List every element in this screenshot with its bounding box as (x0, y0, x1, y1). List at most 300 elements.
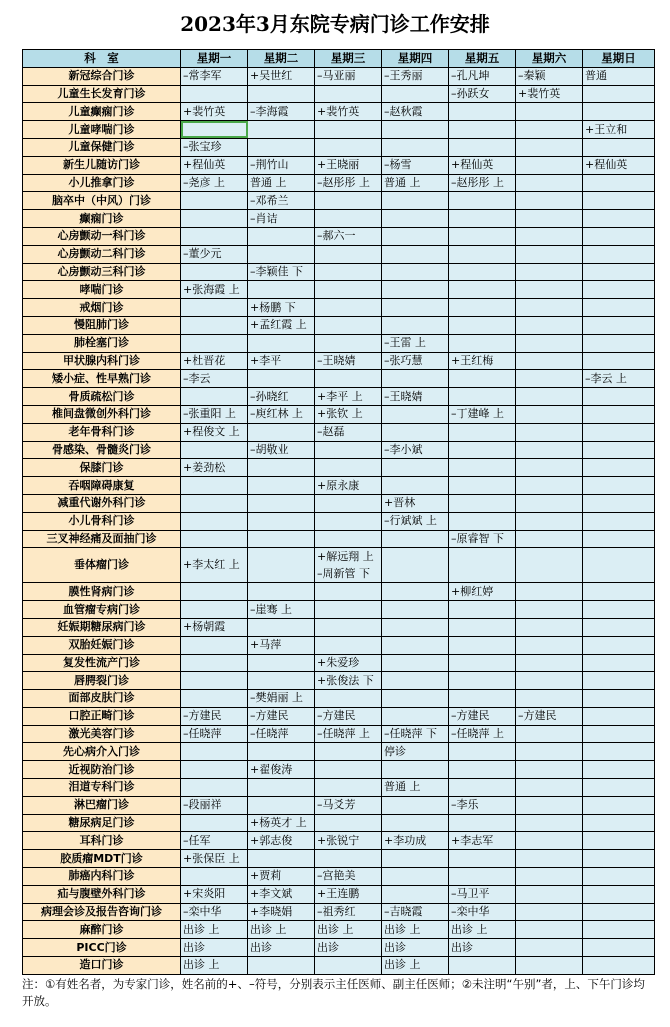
schedule-cell: +张保臣 上 (181, 850, 248, 868)
schedule-cell (248, 138, 315, 156)
schedule-cell (248, 227, 315, 245)
schedule-cell: –孙晓红 (248, 388, 315, 406)
schedule-cell: –段丽祥 (181, 796, 248, 814)
table-row (23, 779, 655, 797)
schedule-cell (315, 334, 382, 352)
header-day: 星期三 (315, 50, 382, 68)
schedule-cell (382, 530, 449, 548)
schedule-cell: –崖骞 上 (248, 601, 315, 619)
schedule-cell: 出诊 (315, 939, 382, 957)
schedule-cell: –任晓萍 上 (315, 725, 382, 743)
schedule-cell (583, 245, 655, 263)
schedule-cell (449, 441, 516, 459)
dept-cell: 减重代谢外科门诊 (23, 494, 181, 512)
dept-cell: 口腔正畸门诊 (23, 707, 181, 725)
schedule-cell (315, 814, 382, 832)
schedule-cell: –赵秋霞 (382, 103, 449, 121)
schedule-cell: +李晓娟 (248, 903, 315, 921)
schedule-cell: –李云 上 (583, 370, 655, 388)
schedule-cell (382, 868, 449, 886)
schedule-cell (181, 210, 248, 228)
header-day: 星期四 (382, 50, 449, 68)
schedule-cell (382, 707, 449, 725)
schedule-cell (449, 477, 516, 495)
table-row (23, 227, 655, 245)
schedule-cell (181, 299, 248, 317)
schedule-cell: –秦颖 (516, 67, 583, 85)
schedule-cell: –尧彦 上 (181, 174, 248, 192)
header-day: 星期六 (516, 50, 583, 68)
schedule-cell: –宫艳美 (315, 868, 382, 886)
table-row (23, 957, 655, 975)
schedule-cell (181, 672, 248, 690)
header-day: 星期二 (248, 50, 315, 68)
dept-cell: 膜性肾病门诊 (23, 583, 181, 601)
schedule-cell (583, 263, 655, 281)
schedule-cell (449, 957, 516, 975)
table-header-row (23, 50, 655, 68)
schedule-cell (449, 601, 516, 619)
schedule-cell: –行斌斌 上 (382, 512, 449, 530)
schedule-cell: –祖秀红 (315, 903, 382, 921)
schedule-cell (248, 423, 315, 441)
schedule-cell (382, 263, 449, 281)
schedule-cell (382, 459, 449, 477)
dept-cell: 垂体瘤门诊 (23, 548, 181, 583)
schedule-cell (516, 459, 583, 477)
schedule-cell: +李太红 上 (181, 548, 248, 583)
schedule-cell (315, 370, 382, 388)
schedule-cell (248, 512, 315, 530)
table-row (23, 441, 655, 459)
table-row (23, 868, 655, 886)
schedule-cell (181, 583, 248, 601)
dept-cell: 矮小症、性早熟门诊 (23, 370, 181, 388)
schedule-cell (583, 316, 655, 334)
schedule-cell (248, 85, 315, 103)
schedule-cell (315, 441, 382, 459)
schedule-cell (583, 530, 655, 548)
schedule-cell (181, 334, 248, 352)
schedule-cell (583, 405, 655, 423)
schedule-cell (449, 743, 516, 761)
schedule-cell (315, 761, 382, 779)
table-row (23, 299, 655, 317)
schedule-cell (315, 850, 382, 868)
schedule-cell (583, 459, 655, 477)
header-day: 星期五 (449, 50, 516, 68)
schedule-cell (315, 299, 382, 317)
schedule-cell: –荆竹山 (248, 156, 315, 174)
schedule-cell (516, 654, 583, 672)
schedule-cell (449, 636, 516, 654)
schedule-cell (516, 477, 583, 495)
schedule-cell: 普通 (583, 67, 655, 85)
schedule-cell: –方建民 (181, 707, 248, 725)
schedule-cell: –任晓萍 (181, 725, 248, 743)
schedule-cell (516, 103, 583, 121)
schedule-cell (583, 672, 655, 690)
schedule-cell (516, 850, 583, 868)
schedule-cell: –任晓萍 下 (382, 725, 449, 743)
schedule-cell (449, 654, 516, 672)
schedule-cell: –李颖佳 下 (248, 263, 315, 281)
schedule-cell (449, 103, 516, 121)
schedule-cell (248, 654, 315, 672)
schedule-cell (449, 618, 516, 636)
schedule-cell (516, 761, 583, 779)
schedule-cell (181, 263, 248, 281)
schedule-cell (181, 636, 248, 654)
dept-cell: 糖尿病足门诊 (23, 814, 181, 832)
schedule-cell (449, 227, 516, 245)
schedule-cell: +杨鹏 下 (248, 299, 315, 317)
schedule-cell (382, 210, 449, 228)
schedule-cell (315, 601, 382, 619)
schedule-cell (315, 618, 382, 636)
schedule-cell: +张钦 上 (315, 405, 382, 423)
schedule-cell (181, 388, 248, 406)
schedule-cell: –张巧慧 (382, 352, 449, 370)
schedule-cell (181, 530, 248, 548)
schedule-cell (382, 299, 449, 317)
schedule-cell: –孔凡坤 (449, 67, 516, 85)
table-row (23, 263, 655, 281)
schedule-cell (181, 227, 248, 245)
schedule-cell (181, 601, 248, 619)
schedule-cell (248, 850, 315, 868)
schedule-cell (248, 796, 315, 814)
schedule-cell (516, 939, 583, 957)
schedule-cell (583, 352, 655, 370)
schedule-cell (181, 512, 248, 530)
schedule-cell (248, 672, 315, 690)
schedule-cell (181, 654, 248, 672)
schedule-cell (382, 423, 449, 441)
schedule-cell: +程俊文 上 (181, 423, 248, 441)
schedule-cell (181, 441, 248, 459)
schedule-cell (516, 281, 583, 299)
schedule-cell (315, 690, 382, 708)
dept-cell: 胶质瘤MDT门诊 (23, 850, 181, 868)
schedule-cell (583, 796, 655, 814)
dept-cell: PICC门诊 (23, 939, 181, 957)
schedule-cell: +吴世红 (248, 67, 315, 85)
dept-cell: 近视防治门诊 (23, 761, 181, 779)
schedule-cell (516, 530, 583, 548)
schedule-cell: –张重阳 上 (181, 405, 248, 423)
table-row (23, 423, 655, 441)
schedule-cell (449, 316, 516, 334)
dept-cell: 儿童生长发育门诊 (23, 85, 181, 103)
schedule-cell (181, 316, 248, 334)
schedule-cell (382, 227, 449, 245)
schedule-cell (315, 263, 382, 281)
dept-cell: 双胎妊娠门诊 (23, 636, 181, 654)
schedule-cell: –方建民 (315, 707, 382, 725)
table-row (23, 85, 655, 103)
schedule-cell: 普通 上 (248, 174, 315, 192)
schedule-cell (181, 779, 248, 797)
dept-cell: 血管瘤专病门诊 (23, 601, 181, 619)
schedule-cell (382, 850, 449, 868)
schedule-cell (181, 814, 248, 832)
schedule-cell (382, 672, 449, 690)
header-day: 星期一 (181, 50, 248, 68)
schedule-cell (516, 245, 583, 263)
schedule-cell: –任军 (181, 832, 248, 850)
table-row (23, 921, 655, 939)
schedule-cell (449, 494, 516, 512)
table-row (23, 796, 655, 814)
schedule-cell (382, 618, 449, 636)
dept-cell: 戒烟门诊 (23, 299, 181, 317)
schedule-cell (516, 779, 583, 797)
schedule-cell (449, 850, 516, 868)
schedule-cell (583, 494, 655, 512)
dept-cell: 老年骨科门诊 (23, 423, 181, 441)
schedule-cell: +裴竹英 (181, 103, 248, 121)
table-row (23, 601, 655, 619)
schedule-cell: –孙跃女 (449, 85, 516, 103)
schedule-cell: +王连鹏 (315, 885, 382, 903)
schedule-cell: +晋林 (382, 494, 449, 512)
schedule-cell (583, 441, 655, 459)
schedule-cell (516, 405, 583, 423)
table-row (23, 814, 655, 832)
schedule-cell (516, 957, 583, 975)
schedule-cell: –任晓萍 上 (449, 725, 516, 743)
schedule-cell (449, 761, 516, 779)
schedule-cell (449, 334, 516, 352)
dept-cell: 新冠综合门诊 (23, 67, 181, 85)
schedule-cell: +孟红霞 上 (248, 316, 315, 334)
schedule-cell (583, 477, 655, 495)
schedule-cell (516, 743, 583, 761)
schedule-cell: –马爻芳 (315, 796, 382, 814)
schedule-cell (583, 210, 655, 228)
schedule-cell (248, 494, 315, 512)
table-row (23, 761, 655, 779)
schedule-cell (382, 138, 449, 156)
schedule-cell (315, 583, 382, 601)
schedule-cell (382, 316, 449, 334)
schedule-cell (248, 779, 315, 797)
schedule-cell (382, 636, 449, 654)
schedule-cell (516, 263, 583, 281)
schedule-cell: 出诊 上 (315, 921, 382, 939)
schedule-cell: –李小斌 (382, 441, 449, 459)
schedule-cell (583, 707, 655, 725)
schedule-cell: –方建民 (248, 707, 315, 725)
schedule-cell: +裴竹英 (516, 85, 583, 103)
schedule-cell (516, 796, 583, 814)
schedule-cell (382, 245, 449, 263)
schedule-cell (583, 921, 655, 939)
schedule-cell: 普通 上 (382, 174, 449, 192)
schedule-cell (516, 921, 583, 939)
schedule-cell: +程仙英 (583, 156, 655, 174)
schedule-cell: –张宝珍 (181, 138, 248, 156)
table-row (23, 672, 655, 690)
dept-cell: 吞咽障碍康复 (23, 477, 181, 495)
schedule-cell (583, 939, 655, 957)
schedule-cell (516, 868, 583, 886)
schedule-cell: –丁建峰 上 (449, 405, 516, 423)
schedule-cell (516, 601, 583, 619)
schedule-cell (248, 334, 315, 352)
schedule-cell (248, 548, 315, 583)
schedule-cell: –李乐 (449, 796, 516, 814)
schedule-cell: –王雷 上 (382, 334, 449, 352)
schedule-cell: +杜晋花 (181, 352, 248, 370)
schedule-cell (181, 85, 248, 103)
dept-cell: 保膝门诊 (23, 459, 181, 477)
schedule-cell (315, 548, 382, 583)
table-row (23, 548, 655, 583)
schedule-cell: –肖诘 (248, 210, 315, 228)
schedule-cell (248, 583, 315, 601)
schedule-cell: –马亚丽 (315, 67, 382, 85)
table-row (23, 494, 655, 512)
schedule-cell (583, 690, 655, 708)
table-row (23, 192, 655, 210)
schedule-cell (449, 814, 516, 832)
table-row (23, 939, 655, 957)
schedule-cell (516, 636, 583, 654)
schedule-table (22, 49, 655, 975)
table-row (23, 583, 655, 601)
schedule-cell (516, 352, 583, 370)
schedule-cell (449, 672, 516, 690)
schedule-cell: 普通 上 (382, 779, 449, 797)
schedule-cell: +马萍 (248, 636, 315, 654)
dept-cell: 复发性流产门诊 (23, 654, 181, 672)
schedule-cell: +张俊法 下 (315, 672, 382, 690)
schedule-cell (382, 281, 449, 299)
dept-cell: 疝与腹壁外科门诊 (23, 885, 181, 903)
table-row (23, 707, 655, 725)
schedule-cell: +姜劲松 (181, 459, 248, 477)
schedule-cell: –李海霞 (248, 103, 315, 121)
table-row (23, 903, 655, 921)
schedule-cell (449, 245, 516, 263)
schedule-cell (382, 548, 449, 583)
schedule-cell (583, 814, 655, 832)
schedule-cell (382, 405, 449, 423)
schedule-cell: +王立和 (583, 121, 655, 139)
schedule-cell: +裴竹英 (315, 103, 382, 121)
schedule-cell (516, 583, 583, 601)
schedule-cell (382, 796, 449, 814)
schedule-cell (315, 138, 382, 156)
table-row (23, 156, 655, 174)
table-row (23, 832, 655, 850)
table-row (23, 67, 655, 85)
schedule-cell: +郭志俊 (248, 832, 315, 850)
schedule-cell (449, 192, 516, 210)
table-row (23, 121, 655, 139)
dept-cell: 唇腭裂门诊 (23, 672, 181, 690)
schedule-cell (315, 192, 382, 210)
table-row (23, 725, 655, 743)
dept-cell: 小儿骨科门诊 (23, 512, 181, 530)
schedule-cell (516, 725, 583, 743)
schedule-cell (583, 743, 655, 761)
schedule-cell (181, 690, 248, 708)
schedule-cell (516, 316, 583, 334)
schedule-cell (181, 121, 248, 139)
schedule-cell (516, 334, 583, 352)
schedule-cell (315, 85, 382, 103)
schedule-cell: –李云 (181, 370, 248, 388)
schedule-cell (516, 548, 583, 583)
schedule-cell (382, 885, 449, 903)
dept-cell: 哮喘门诊 (23, 281, 181, 299)
schedule-cell (583, 227, 655, 245)
dept-cell: 椎间盘微创外科门诊 (23, 405, 181, 423)
schedule-cell (449, 548, 516, 583)
schedule-cell: –王秀丽 (382, 67, 449, 85)
schedule-cell (382, 814, 449, 832)
schedule-cell (315, 316, 382, 334)
schedule-cell: –任晓萍 (248, 725, 315, 743)
table-row (23, 405, 655, 423)
schedule-cell (516, 494, 583, 512)
schedule-cell: –王晓婧 (315, 352, 382, 370)
schedule-cell: –栾中华 (449, 903, 516, 921)
dept-cell: 淋巴瘤门诊 (23, 796, 181, 814)
dept-cell: 造口门诊 (23, 957, 181, 975)
schedule-cell (382, 654, 449, 672)
schedule-cell: –吉晓霞 (382, 903, 449, 921)
schedule-cell: +朱爱珍 (315, 654, 382, 672)
schedule-cell (583, 761, 655, 779)
schedule-cell: –樊娟丽 上 (248, 690, 315, 708)
schedule-cell (449, 512, 516, 530)
table-row (23, 174, 655, 192)
schedule-cell (382, 601, 449, 619)
schedule-cell (181, 761, 248, 779)
schedule-cell: –原睿智 下 (449, 530, 516, 548)
table-row (23, 530, 655, 548)
schedule-cell: 出诊 (382, 939, 449, 957)
dept-cell: 癫痫门诊 (23, 210, 181, 228)
schedule-cell: –赵磊 (315, 423, 382, 441)
schedule-cell (516, 299, 583, 317)
schedule-cell: 出诊 上 (181, 957, 248, 975)
schedule-cell (583, 299, 655, 317)
table-row (23, 370, 655, 388)
schedule-cell: 出诊 (248, 939, 315, 957)
schedule-cell (583, 832, 655, 850)
schedule-cell (583, 957, 655, 975)
schedule-cell (315, 281, 382, 299)
schedule-cell: +柳红婷 (449, 583, 516, 601)
dept-cell: 骨质疏松门诊 (23, 388, 181, 406)
schedule-cell (248, 245, 315, 263)
schedule-cell (516, 690, 583, 708)
schedule-cell: +贾莉 (248, 868, 315, 886)
schedule-cell (583, 103, 655, 121)
schedule-cell (583, 388, 655, 406)
schedule-cell (382, 761, 449, 779)
dept-cell: 三叉神经痛及面抽门诊 (23, 530, 181, 548)
table-row (23, 618, 655, 636)
table-row (23, 636, 655, 654)
schedule-cell: 出诊 (449, 939, 516, 957)
schedule-cell: +翟俊涛 (248, 761, 315, 779)
